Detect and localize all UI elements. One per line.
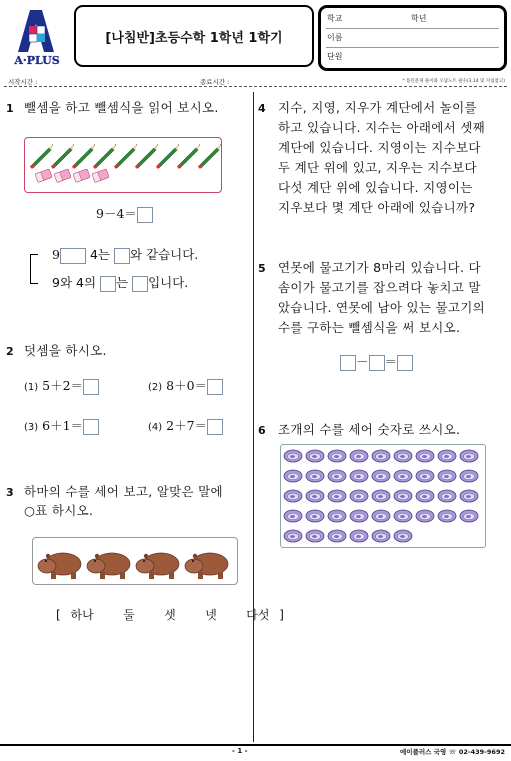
- q4-line: 하고 있습니다. 지수는 아래에서 셋째: [278, 120, 485, 135]
- shell-icon: [460, 490, 478, 502]
- hippo-picture: [32, 537, 238, 585]
- q5-number: 5: [258, 262, 266, 275]
- shell-icon: [350, 530, 368, 542]
- q3-number: 3: [6, 486, 14, 499]
- pencil-icon: [93, 144, 116, 169]
- q1-number: 1: [6, 102, 14, 115]
- hippo-icon: [185, 553, 228, 579]
- q5-blank-1[interactable]: [340, 355, 356, 371]
- notice-text: * 틀린문제 풀이와 오답노트 필수(3.14 및 지침참고): [402, 79, 505, 84]
- shell-icon: [328, 450, 346, 462]
- q5-blank-3[interactable]: [397, 355, 413, 371]
- q4-line: 다섯 계단 위에 있습니다. 지영이는: [278, 180, 473, 195]
- shell-icon: [416, 510, 434, 522]
- shell-icon: [372, 490, 390, 502]
- q2-item-2: [148, 376, 223, 395]
- shell-icon: [306, 450, 324, 462]
- q2-item-1: [24, 376, 99, 395]
- pencil-eraser-picture: [24, 137, 222, 193]
- q2-item-3-answer-box[interactable]: [83, 419, 99, 435]
- q3-text-line2: ○표 하시오.: [24, 503, 94, 518]
- eraser-icon: [54, 169, 71, 183]
- q1-line2-b: 는: [116, 275, 129, 290]
- q1-line2: [52, 273, 188, 292]
- q3-text-line1: 하마의 수를 세어 보고, 알맞은 말에: [24, 484, 223, 499]
- q4-line: 두 계단 위에 있고, 지우는 지수보다: [278, 160, 477, 175]
- shell-icon: [460, 510, 478, 522]
- q1-line1-b: 4는: [89, 247, 110, 262]
- shell-icon: [372, 510, 390, 522]
- eraser-icon: [35, 169, 52, 183]
- q2-text: 덧셈을 하시오.: [24, 343, 107, 358]
- shell-icon: [394, 450, 412, 462]
- q1-line1-c: 와 같습니다.: [129, 247, 199, 262]
- q2-item-2-expr: 8＋0＝: [166, 378, 208, 393]
- unit-label: 단원: [327, 52, 343, 61]
- shell-icon: [460, 450, 478, 462]
- shell-icon: [284, 510, 302, 522]
- shell-icon: [438, 470, 456, 482]
- q1-line1: [52, 245, 198, 264]
- q4-text: [278, 98, 506, 218]
- q3-options[interactable]: [ 하나 둘 셋 넷 다섯 ]: [56, 608, 284, 622]
- q1-answer-box[interactable]: [137, 207, 153, 223]
- shell-icon: [328, 530, 346, 542]
- hippo-icon: [87, 553, 130, 579]
- shell-icon: [416, 450, 434, 462]
- shell-icon: [394, 510, 412, 522]
- q2-item-4-label: (4): [148, 422, 163, 433]
- q6-number: 6: [258, 424, 266, 437]
- shell-picture: [280, 444, 486, 548]
- q1-line2-blank-1[interactable]: [100, 276, 116, 292]
- shell-icon: [372, 530, 390, 542]
- shell-icon: [438, 510, 456, 522]
- shell-icon: [394, 490, 412, 502]
- q4-line: 지수, 지영, 지우가 계단에서 놀이를: [278, 100, 477, 115]
- start-time-label: 시작시간 :: [8, 78, 38, 86]
- q4-line: 지우보다 몇 계단 아래에 있습니까?: [278, 200, 476, 215]
- shell-icon: [328, 510, 346, 522]
- q2-item-3-expr: 6＋1＝: [42, 418, 84, 433]
- q1-line1-blank-1[interactable]: [60, 248, 86, 264]
- worksheet-title: [74, 5, 314, 67]
- q2-item-3-label: (3): [24, 422, 39, 433]
- q2-item-4: [148, 416, 223, 435]
- q2-item-1-label: (1): [24, 382, 39, 393]
- q1-text: 뺄셈을 하고 뺄셈식을 읽어 보시오.: [24, 100, 219, 115]
- hippo-icon: [136, 553, 179, 579]
- aplus-logo: [4, 4, 70, 68]
- q1-line2-c: 입니다.: [148, 275, 189, 290]
- shell-icon: [416, 470, 434, 482]
- q2-item-2-answer-box[interactable]: [207, 379, 223, 395]
- hippo-icon: [38, 553, 81, 579]
- q2-item-2-label: (2): [148, 382, 163, 393]
- q5-minus: －: [356, 354, 369, 369]
- page-number: - 1 -: [232, 747, 248, 755]
- shell-icon: [438, 450, 456, 462]
- end-time-label: 종료시간 :: [200, 78, 230, 86]
- q1-line2-blank-2[interactable]: [132, 276, 148, 292]
- eraser-icon: [73, 169, 90, 183]
- q1-bracket: [30, 254, 38, 284]
- q5-line: 았습니다. 연못에 남아 있는 물고기의: [278, 300, 485, 315]
- q1-line1-blank-2[interactable]: [114, 248, 130, 264]
- q1-line1-a: 9: [52, 247, 60, 262]
- q4-line: 계단에 있습니다. 지영이는 지수보다: [278, 140, 481, 155]
- grade-label: 학년: [411, 14, 427, 23]
- q1-line2-a: 9와 4의: [52, 275, 97, 290]
- q2-item-4-expr: 2＋7＝: [166, 418, 208, 433]
- header-divider: [4, 86, 507, 87]
- shell-icon: [306, 510, 324, 522]
- q5-blank-2[interactable]: [369, 355, 385, 371]
- pencil-icon: [114, 144, 137, 169]
- shell-icon: [328, 470, 346, 482]
- shell-icon: [328, 490, 346, 502]
- q1-equation-text: 9－4＝: [96, 206, 137, 221]
- q5-text: [278, 258, 506, 338]
- pencil-icon: [51, 144, 74, 169]
- shell-icon: [350, 470, 368, 482]
- shell-icon: [306, 530, 324, 542]
- pencil-icon: [156, 144, 179, 169]
- school-label: 학교: [327, 14, 343, 23]
- q5-line: 연못에 물고기가 8마리 있습니다. 다: [278, 260, 481, 275]
- q5-equation: [340, 352, 413, 371]
- q2-item-4-answer-box[interactable]: [207, 419, 223, 435]
- q5-equals: ＝: [384, 354, 398, 369]
- column-divider: [253, 92, 254, 742]
- pencil-icon: [198, 144, 221, 169]
- pencil-icon: [72, 144, 95, 169]
- hippo-svg: [33, 538, 239, 586]
- eraser-icon: [92, 169, 109, 183]
- pencil-icon: [30, 144, 53, 169]
- shell-icon: [372, 450, 390, 462]
- shell-icon: [372, 470, 390, 482]
- name-label: 이름: [327, 33, 343, 42]
- q5-line: 솜이가 물고기를 잡으려다 놓치고 말: [278, 280, 481, 295]
- q2-number: 2: [6, 345, 14, 358]
- pencil-eraser-svg: [25, 138, 223, 194]
- worksheet-title-text: [나침반]초등수학 1학년 1학기: [105, 30, 283, 46]
- pencil-icon: [177, 144, 200, 169]
- shell-icon: [284, 450, 302, 462]
- q5-line: 수를 구하는 뺄셈식을 써 보시오.: [278, 320, 461, 335]
- shell-icon: [438, 490, 456, 502]
- publisher-info: 에이플러스 국영 ☏ 02-439-9692: [400, 748, 505, 756]
- shell-icon: [394, 470, 412, 482]
- shell-icon: [350, 510, 368, 522]
- q2-item-1-answer-box[interactable]: [83, 379, 99, 395]
- shell-icon: [350, 450, 368, 462]
- shell-icon: [350, 490, 368, 502]
- pencil-icon: [135, 144, 158, 169]
- q2-item-3: [24, 416, 99, 435]
- q1-equation: [96, 204, 153, 223]
- shell-icon: [284, 530, 302, 542]
- footer-divider: [0, 744, 511, 746]
- logo-text: A·PLUS: [14, 54, 60, 67]
- q6-text: 조개의 수를 세어 숫자로 쓰시오.: [278, 422, 461, 437]
- shell-icon: [460, 470, 478, 482]
- shell-icon: [416, 490, 434, 502]
- q4-number: 4: [258, 102, 266, 115]
- shell-icon: [394, 530, 412, 542]
- shell-svg: [281, 445, 487, 549]
- shell-icon: [306, 470, 324, 482]
- shell-icon: [284, 490, 302, 502]
- q2-item-1-expr: 5＋2＝: [42, 378, 84, 393]
- student-info-box: [318, 5, 507, 71]
- shell-icon: [284, 470, 302, 482]
- shell-icon: [306, 490, 324, 502]
